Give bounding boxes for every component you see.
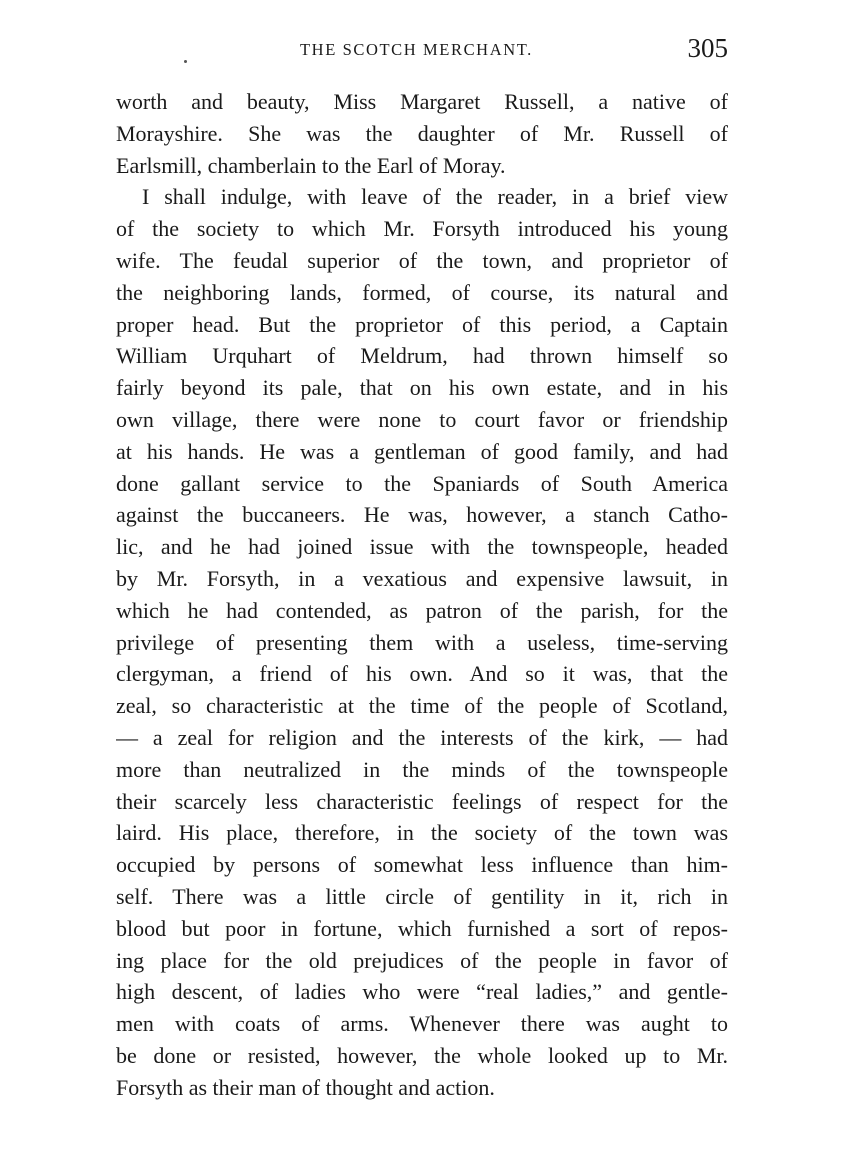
text-line: of the society to which Mr. Forsyth introduced his young xyxy=(116,216,728,242)
text-line: blood but poor in fortune, which furnished a sort of repos- xyxy=(116,915,728,941)
text-line: William Urquhart of Meldrum, had thrown himself so xyxy=(116,343,728,369)
text-line: occupied by persons of somewhat less influence than him- xyxy=(116,852,728,878)
text-line: zeal, so characteristic at the time of the people of Scotland, xyxy=(116,693,728,719)
text-line: privilege of presenting them with a useless, time-serving xyxy=(116,629,728,655)
text-line: worth and beauty, Miss Margaret Russell, a native of xyxy=(116,89,728,114)
page-header xyxy=(116,33,728,72)
text-line: be done or resisted, however, the whole looked up to Mr. xyxy=(116,1042,728,1068)
stray-mark xyxy=(184,60,187,63)
text-line: self. There was a little circle of gentility in it, rich in xyxy=(116,883,728,909)
text-line: Earlsmill, chamberlain to the Earl of Moray. xyxy=(116,152,506,178)
text-line: which he had contended, as patron of the parish, for the xyxy=(116,597,728,623)
text-line: proper head. But the proprietor of this period, a Captain xyxy=(116,311,728,337)
text-line: wife. The feudal superior of the town, and proprietor of xyxy=(116,247,728,273)
text-line: more than neutralized in the minds of the townspeople xyxy=(116,756,728,782)
text-line: clergyman, a friend of his own. And so it was, that the xyxy=(116,661,728,687)
paragraph-first-line: I shall indulge, with leave of the reader, in a brief view xyxy=(142,184,728,210)
text-line: men with coats of arms. Whenever there was aught to xyxy=(116,1011,728,1037)
text-line: their scarcely less characteristic feelings of respect for the xyxy=(116,788,728,814)
page-number: 305 xyxy=(687,33,728,63)
text-line: — a zeal for religion and the interests of the kirk, — had xyxy=(116,724,728,750)
text-line: at his hands. He was a gentleman of good family, and had xyxy=(116,438,728,464)
text-line: fairly beyond its pale, that on his own estate, and in his xyxy=(116,375,728,401)
body-text xyxy=(116,86,728,1104)
text-line: the neighboring lands, formed, of course, its natural and xyxy=(116,279,728,305)
text-line: done gallant service to the Spaniards of South America xyxy=(116,470,728,496)
text-line: laird. His place, therefore, in the society of the town was xyxy=(116,820,728,846)
text-line: lic, and he had joined issue with the townspeople, headed xyxy=(116,534,728,560)
text-line: Morayshire. She was the daughter of Mr. Russell of xyxy=(116,120,728,146)
running-head: THE SCOTCH MERCHANT. xyxy=(300,40,533,59)
text-line: by Mr. Forsyth, in a vexatious and expensive lawsuit, in xyxy=(116,565,728,591)
text-line: high descent, of ladies who were “real ladies,” and gentle- xyxy=(116,979,728,1005)
text-line: ing place for the old prejudices of the people in favor of xyxy=(116,947,728,973)
text-line: against the buccaneers. He was, however, a stanch Catho- xyxy=(116,502,728,528)
text-line: Forsyth as their man of thought and action. xyxy=(116,1074,495,1100)
text-line: own village, there were none to court favor or friendship xyxy=(116,406,728,432)
